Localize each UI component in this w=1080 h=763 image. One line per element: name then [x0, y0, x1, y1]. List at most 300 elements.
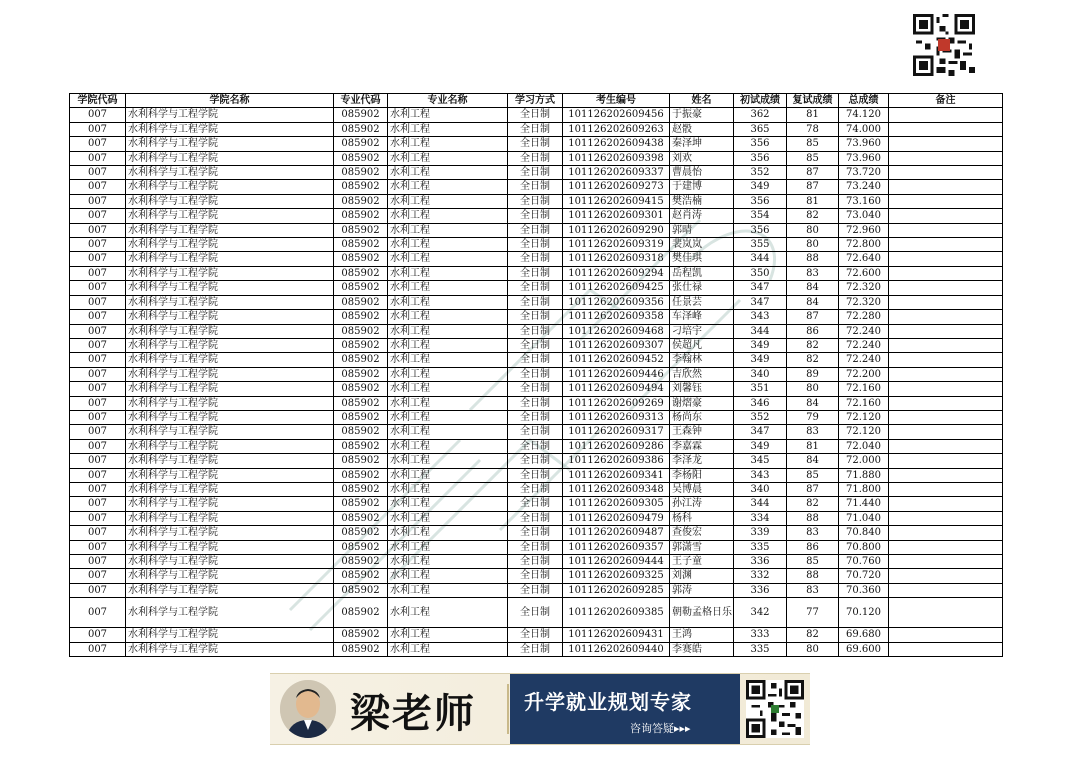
- cell-remarks: [889, 555, 1003, 569]
- cell-retest-score: 87: [787, 482, 839, 496]
- cell-college-code: 007: [70, 180, 126, 194]
- cell-study-mode: 全日制: [508, 598, 563, 628]
- table-row: [70, 396, 1003, 410]
- cell-college-code: 007: [70, 642, 126, 656]
- cell-candidate-id: 101126202609317: [563, 425, 670, 439]
- cell-retest-score: 87: [787, 166, 839, 180]
- cell-name: 李杨阳: [670, 468, 734, 482]
- table-row: [70, 194, 1003, 208]
- cell-total-score: 74.120: [839, 108, 889, 122]
- cell-major-name: 水利工程: [388, 410, 508, 424]
- cell-retest-score: 80: [787, 238, 839, 252]
- cell-candidate-id: 101126202609452: [563, 353, 670, 367]
- cell-college-code: 007: [70, 468, 126, 482]
- cell-retest-score: 81: [787, 194, 839, 208]
- cell-total-score: 70.840: [839, 526, 889, 540]
- table-row: [70, 482, 1003, 496]
- cell-initial-score: 354: [734, 209, 787, 223]
- cell-college-code: 007: [70, 628, 126, 642]
- table-row: [70, 569, 1003, 583]
- cell-college-code: 007: [70, 583, 126, 597]
- cell-initial-score: 336: [734, 555, 787, 569]
- cell-study-mode: 全日制: [508, 166, 563, 180]
- cell-total-score: 72.280: [839, 310, 889, 324]
- cell-college-name: 水利科学与工程学院: [126, 266, 334, 280]
- table-row: [70, 410, 1003, 424]
- cell-major-code: 085902: [334, 382, 388, 396]
- cell-study-mode: 全日制: [508, 310, 563, 324]
- cell-major-name: 水利工程: [388, 628, 508, 642]
- cell-total-score: 74.000: [839, 122, 889, 136]
- cell-remarks: [889, 628, 1003, 642]
- cell-candidate-id: 101126202609425: [563, 281, 670, 295]
- cell-candidate-id: 101126202609348: [563, 482, 670, 496]
- cell-college-name: 水利科学与工程学院: [126, 439, 334, 453]
- cell-retest-score: 88: [787, 511, 839, 525]
- cell-major-code: 085902: [334, 122, 388, 136]
- cell-major-name: 水利工程: [388, 497, 508, 511]
- cell-name: 杨尚东: [670, 410, 734, 424]
- banner-subtitle: 咨询答疑▸▸▸: [630, 722, 691, 735]
- cell-study-mode: 全日制: [508, 252, 563, 266]
- cell-retest-score: 87: [787, 310, 839, 324]
- cell-retest-score: 84: [787, 454, 839, 468]
- cell-candidate-id: 101126202609290: [563, 223, 670, 237]
- cell-college-code: 007: [70, 137, 126, 151]
- cell-initial-score: 343: [734, 310, 787, 324]
- cell-remarks: [889, 425, 1003, 439]
- cell-study-mode: 全日制: [508, 151, 563, 165]
- cell-major-code: 085902: [334, 628, 388, 642]
- cell-college-name: 水利科学与工程学院: [126, 108, 334, 122]
- cell-candidate-id: 101126202609357: [563, 540, 670, 554]
- cell-total-score: 72.640: [839, 252, 889, 266]
- cell-college-code: 007: [70, 166, 126, 180]
- cell-major-name: 水利工程: [388, 295, 508, 309]
- cell-college-name: 水利科学与工程学院: [126, 223, 334, 237]
- cell-remarks: [889, 281, 1003, 295]
- cell-college-name: 水利科学与工程学院: [126, 367, 334, 381]
- cell-major-code: 085902: [334, 482, 388, 496]
- cell-college-name: 水利科学与工程学院: [126, 151, 334, 165]
- cell-college-code: 007: [70, 497, 126, 511]
- cell-candidate-id: 101126202609438: [563, 137, 670, 151]
- cell-study-mode: 全日制: [508, 642, 563, 656]
- cell-total-score: 72.800: [839, 238, 889, 252]
- cell-major-name: 水利工程: [388, 642, 508, 656]
- cell-major-code: 085902: [334, 410, 388, 424]
- cell-college-code: 007: [70, 367, 126, 381]
- cell-remarks: [889, 151, 1003, 165]
- cell-major-name: 水利工程: [388, 569, 508, 583]
- cell-major-name: 水利工程: [388, 540, 508, 554]
- cell-major-name: 水利工程: [388, 281, 508, 295]
- cell-college-name: 水利科学与工程学院: [126, 526, 334, 540]
- cell-initial-score: 349: [734, 180, 787, 194]
- cell-retest-score: 81: [787, 439, 839, 453]
- header-candidate-id: 考生编号: [563, 94, 670, 108]
- cell-study-mode: 全日制: [508, 223, 563, 237]
- cell-remarks: [889, 338, 1003, 352]
- cell-study-mode: 全日制: [508, 266, 563, 280]
- cell-candidate-id: 101126202609286: [563, 439, 670, 453]
- cell-major-code: 085902: [334, 223, 388, 237]
- cell-college-name: 水利科学与工程学院: [126, 238, 334, 252]
- header-retest-score: 复试成绩: [787, 94, 839, 108]
- cell-remarks: [889, 482, 1003, 496]
- cell-college-code: 007: [70, 266, 126, 280]
- cell-college-name: 水利科学与工程学院: [126, 540, 334, 554]
- cell-major-code: 085902: [334, 367, 388, 381]
- table-header-row: [70, 94, 1003, 108]
- cell-initial-score: 342: [734, 598, 787, 628]
- cell-major-name: 水利工程: [388, 324, 508, 338]
- cell-study-mode: 全日制: [508, 238, 563, 252]
- cell-major-name: 水利工程: [388, 310, 508, 324]
- cell-college-name: 水利科学与工程学院: [126, 180, 334, 194]
- cell-college-name: 水利科学与工程学院: [126, 468, 334, 482]
- cell-total-score: 70.720: [839, 569, 889, 583]
- cell-initial-score: 356: [734, 151, 787, 165]
- cell-retest-score: 80: [787, 382, 839, 396]
- cell-retest-score: 84: [787, 396, 839, 410]
- cell-name: 裴岚岚: [670, 238, 734, 252]
- cell-retest-score: 89: [787, 367, 839, 381]
- cell-college-code: 007: [70, 555, 126, 569]
- cell-college-code: 007: [70, 540, 126, 554]
- cell-name: 刁培宇: [670, 324, 734, 338]
- teacher-name: 梁老师: [350, 690, 476, 737]
- table-row: [70, 497, 1003, 511]
- cell-remarks: [889, 526, 1003, 540]
- cell-major-code: 085902: [334, 569, 388, 583]
- cell-college-code: 007: [70, 598, 126, 628]
- table-row: [70, 555, 1003, 569]
- cell-study-mode: 全日制: [508, 353, 563, 367]
- cell-major-name: 水利工程: [388, 555, 508, 569]
- cell-retest-score: 88: [787, 252, 839, 266]
- cell-study-mode: 全日制: [508, 410, 563, 424]
- cell-college-code: 007: [70, 526, 126, 540]
- cell-candidate-id: 101126202609385: [563, 598, 670, 628]
- cell-major-name: 水利工程: [388, 454, 508, 468]
- cell-candidate-id: 101126202609440: [563, 642, 670, 656]
- cell-candidate-id: 101126202609494: [563, 382, 670, 396]
- cell-major-code: 085902: [334, 642, 388, 656]
- cell-major-code: 085902: [334, 166, 388, 180]
- cell-major-code: 085902: [334, 511, 388, 525]
- cell-remarks: [889, 497, 1003, 511]
- cell-total-score: 72.240: [839, 324, 889, 338]
- cell-retest-score: 83: [787, 583, 839, 597]
- cell-remarks: [889, 180, 1003, 194]
- cell-remarks: [889, 439, 1003, 453]
- cell-study-mode: 全日制: [508, 108, 563, 122]
- qr-code-icon: [746, 680, 804, 738]
- cell-name: 李泽龙: [670, 454, 734, 468]
- cell-major-name: 水利工程: [388, 526, 508, 540]
- cell-study-mode: 全日制: [508, 468, 563, 482]
- cell-major-code: 085902: [334, 310, 388, 324]
- cell-major-code: 085902: [334, 324, 388, 338]
- cell-candidate-id: 101126202609305: [563, 497, 670, 511]
- cell-study-mode: 全日制: [508, 497, 563, 511]
- cell-retest-score: 86: [787, 324, 839, 338]
- table-row: [70, 108, 1003, 122]
- cell-retest-score: 82: [787, 497, 839, 511]
- cell-study-mode: 全日制: [508, 194, 563, 208]
- cell-name: 刘欢: [670, 151, 734, 165]
- cell-college-code: 007: [70, 238, 126, 252]
- cell-college-name: 水利科学与工程学院: [126, 295, 334, 309]
- cell-major-name: 水利工程: [388, 209, 508, 223]
- cell-candidate-id: 101126202609269: [563, 396, 670, 410]
- header-major-code: 专业代码: [334, 94, 388, 108]
- cell-total-score: 73.960: [839, 151, 889, 165]
- table-row: [70, 266, 1003, 280]
- cell-college-name: 水利科学与工程学院: [126, 454, 334, 468]
- cell-remarks: [889, 540, 1003, 554]
- cell-remarks: [889, 382, 1003, 396]
- cell-name: 吉欣然: [670, 367, 734, 381]
- cell-study-mode: 全日制: [508, 295, 563, 309]
- cell-name: 刘渊: [670, 569, 734, 583]
- cell-major-code: 085902: [334, 137, 388, 151]
- cell-college-code: 007: [70, 425, 126, 439]
- cell-major-name: 水利工程: [388, 511, 508, 525]
- cell-remarks: [889, 454, 1003, 468]
- table-row: [70, 468, 1003, 482]
- cell-total-score: 72.240: [839, 338, 889, 352]
- cell-remarks: [889, 166, 1003, 180]
- cell-candidate-id: 101126202609337: [563, 166, 670, 180]
- cell-total-score: 73.040: [839, 209, 889, 223]
- cell-remarks: [889, 569, 1003, 583]
- cell-college-code: 007: [70, 252, 126, 266]
- cell-name: 郭涛: [670, 583, 734, 597]
- cell-study-mode: 全日制: [508, 281, 563, 295]
- cell-study-mode: 全日制: [508, 209, 563, 223]
- table-row: [70, 324, 1003, 338]
- cell-initial-score: 349: [734, 338, 787, 352]
- cell-name: 王鸿: [670, 628, 734, 642]
- cell-retest-score: 82: [787, 209, 839, 223]
- cell-name: 郭潇雪: [670, 540, 734, 554]
- cell-college-name: 水利科学与工程学院: [126, 642, 334, 656]
- cell-total-score: 72.200: [839, 367, 889, 381]
- cell-major-code: 085902: [334, 151, 388, 165]
- cell-study-mode: 全日制: [508, 628, 563, 642]
- cell-retest-score: 78: [787, 122, 839, 136]
- cell-name: 秦泽坤: [670, 137, 734, 151]
- cell-name: 刘馨钰: [670, 382, 734, 396]
- table-row: [70, 540, 1003, 554]
- cell-initial-score: 344: [734, 252, 787, 266]
- cell-total-score: 71.800: [839, 482, 889, 496]
- cell-major-code: 085902: [334, 338, 388, 352]
- cell-study-mode: 全日制: [508, 367, 563, 381]
- table-row: [70, 425, 1003, 439]
- cell-total-score: 72.240: [839, 353, 889, 367]
- cell-study-mode: 全日制: [508, 555, 563, 569]
- cell-candidate-id: 101126202609319: [563, 238, 670, 252]
- cell-initial-score: 356: [734, 194, 787, 208]
- cell-college-code: 007: [70, 223, 126, 237]
- cell-college-code: 007: [70, 454, 126, 468]
- cell-remarks: [889, 367, 1003, 381]
- cell-initial-score: 333: [734, 628, 787, 642]
- header-name: 姓名: [670, 94, 734, 108]
- cell-total-score: 72.120: [839, 425, 889, 439]
- cell-major-code: 085902: [334, 540, 388, 554]
- cell-initial-score: 335: [734, 540, 787, 554]
- cell-college-code: 007: [70, 108, 126, 122]
- cell-name: 王森钟: [670, 425, 734, 439]
- cell-major-name: 水利工程: [388, 122, 508, 136]
- cell-college-name: 水利科学与工程学院: [126, 482, 334, 496]
- cell-total-score: 71.880: [839, 468, 889, 482]
- cell-remarks: [889, 310, 1003, 324]
- cell-major-code: 085902: [334, 439, 388, 453]
- cell-major-name: 水利工程: [388, 583, 508, 597]
- cell-college-code: 007: [70, 410, 126, 424]
- cell-name: 张仕禄: [670, 281, 734, 295]
- cell-college-name: 水利科学与工程学院: [126, 598, 334, 628]
- cell-retest-score: 86: [787, 540, 839, 554]
- cell-candidate-id: 101126202609487: [563, 526, 670, 540]
- cell-study-mode: 全日制: [508, 439, 563, 453]
- cell-major-code: 085902: [334, 295, 388, 309]
- cell-name: 吴博晨: [670, 482, 734, 496]
- cell-retest-score: 85: [787, 468, 839, 482]
- cell-remarks: [889, 223, 1003, 237]
- cell-retest-score: 81: [787, 108, 839, 122]
- cell-remarks: [889, 252, 1003, 266]
- cell-initial-score: 346: [734, 396, 787, 410]
- table-row: [70, 281, 1003, 295]
- cell-total-score: 70.360: [839, 583, 889, 597]
- cell-major-name: 水利工程: [388, 396, 508, 410]
- cell-college-name: 水利科学与工程学院: [126, 252, 334, 266]
- cell-college-code: 007: [70, 338, 126, 352]
- cell-college-code: 007: [70, 482, 126, 496]
- cell-candidate-id: 101126202609431: [563, 628, 670, 642]
- table-row: [70, 223, 1003, 237]
- qr-code-icon: [913, 14, 975, 76]
- cell-candidate-id: 101126202609479: [563, 511, 670, 525]
- cell-major-name: 水利工程: [388, 468, 508, 482]
- cell-major-code: 085902: [334, 238, 388, 252]
- cell-total-score: 72.040: [839, 439, 889, 453]
- cell-retest-score: 79: [787, 410, 839, 424]
- cell-remarks: [889, 295, 1003, 309]
- cell-initial-score: 340: [734, 482, 787, 496]
- cell-candidate-id: 101126202609294: [563, 266, 670, 280]
- cell-name: 樊佳琪: [670, 252, 734, 266]
- table-row: [70, 180, 1003, 194]
- admission-results-table: [69, 93, 1003, 657]
- cell-initial-score: 352: [734, 166, 787, 180]
- cell-total-score: 71.440: [839, 497, 889, 511]
- cell-initial-score: 349: [734, 353, 787, 367]
- table-row: [70, 209, 1003, 223]
- cell-retest-score: 82: [787, 353, 839, 367]
- cell-retest-score: 87: [787, 180, 839, 194]
- cell-remarks: [889, 122, 1003, 136]
- cell-name: 王子童: [670, 555, 734, 569]
- cell-remarks: [889, 266, 1003, 280]
- cell-college-name: 水利科学与工程学院: [126, 353, 334, 367]
- cell-study-mode: 全日制: [508, 382, 563, 396]
- cell-candidate-id: 101126202609415: [563, 194, 670, 208]
- cell-major-name: 水利工程: [388, 353, 508, 367]
- cell-retest-score: 84: [787, 281, 839, 295]
- cell-study-mode: 全日制: [508, 396, 563, 410]
- cell-college-name: 水利科学与工程学院: [126, 382, 334, 396]
- cell-study-mode: 全日制: [508, 526, 563, 540]
- cell-initial-score: 347: [734, 425, 787, 439]
- cell-major-code: 085902: [334, 209, 388, 223]
- header-total-score: 总成绩: [839, 94, 889, 108]
- cell-initial-score: 335: [734, 642, 787, 656]
- cell-remarks: [889, 324, 1003, 338]
- cell-candidate-id: 101126202609468: [563, 324, 670, 338]
- table-row: [70, 310, 1003, 324]
- cell-major-code: 085902: [334, 526, 388, 540]
- cell-retest-score: 83: [787, 425, 839, 439]
- cell-college-name: 水利科学与工程学院: [126, 425, 334, 439]
- cell-college-code: 007: [70, 310, 126, 324]
- cell-initial-score: 347: [734, 281, 787, 295]
- cell-candidate-id: 101126202609263: [563, 122, 670, 136]
- cell-initial-score: 334: [734, 511, 787, 525]
- cell-retest-score: 84: [787, 295, 839, 309]
- cell-study-mode: 全日制: [508, 338, 563, 352]
- header-study-mode: 学习方式: [508, 94, 563, 108]
- cell-candidate-id: 101126202609386: [563, 454, 670, 468]
- cell-college-name: 水利科学与工程学院: [126, 396, 334, 410]
- table-row: [70, 598, 1003, 628]
- cell-major-name: 水利工程: [388, 598, 508, 628]
- cell-initial-score: 352: [734, 410, 787, 424]
- cell-name: 于振豪: [670, 108, 734, 122]
- table-row: [70, 454, 1003, 468]
- cell-total-score: 73.720: [839, 166, 889, 180]
- cell-study-mode: 全日制: [508, 122, 563, 136]
- cell-college-code: 007: [70, 295, 126, 309]
- cell-study-mode: 全日制: [508, 425, 563, 439]
- cell-remarks: [889, 396, 1003, 410]
- header-remarks: 备注: [889, 94, 1003, 108]
- cell-college-name: 水利科学与工程学院: [126, 583, 334, 597]
- cell-major-name: 水利工程: [388, 439, 508, 453]
- cell-total-score: 72.000: [839, 454, 889, 468]
- table-row: [70, 151, 1003, 165]
- cell-name: 孙江涛: [670, 497, 734, 511]
- cell-initial-score: 344: [734, 324, 787, 338]
- cell-retest-score: 85: [787, 137, 839, 151]
- cell-major-code: 085902: [334, 108, 388, 122]
- cell-college-name: 水利科学与工程学院: [126, 281, 334, 295]
- cell-total-score: 71.040: [839, 511, 889, 525]
- cell-candidate-id: 101126202609356: [563, 295, 670, 309]
- cell-college-code: 007: [70, 281, 126, 295]
- cell-candidate-id: 101126202609285: [563, 583, 670, 597]
- cell-total-score: 70.760: [839, 555, 889, 569]
- cell-total-score: 73.240: [839, 180, 889, 194]
- cell-major-name: 水利工程: [388, 266, 508, 280]
- cell-major-name: 水利工程: [388, 238, 508, 252]
